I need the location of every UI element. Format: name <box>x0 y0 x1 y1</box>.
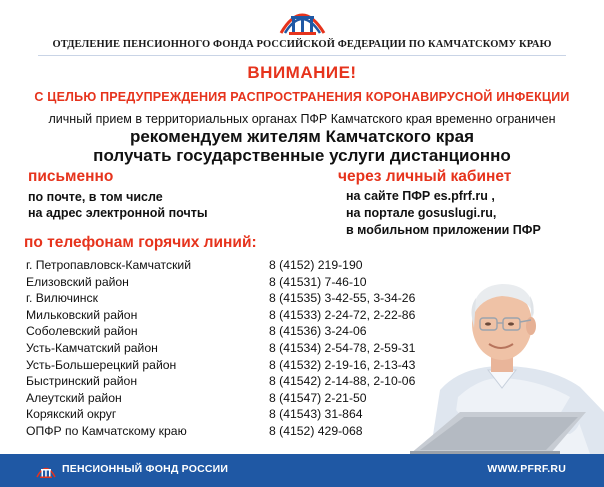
footer-bar <box>0 454 604 487</box>
phone-number: 8 (41534) 2-54-78, 2-59-31 <box>269 340 416 355</box>
written-heading: письменно <box>28 168 114 185</box>
hotline-row <box>26 324 446 341</box>
district-name: г. Петропавловск-Камчатский <box>26 258 192 272</box>
phone-number: 8 (41543) 31-864 <box>269 407 363 422</box>
recommend-line-2: получать государственные услуги дистанционно <box>93 146 511 165</box>
phone-number: 8 (4152) 429-068 <box>269 423 363 438</box>
written-line-2: на адрес электронной почты <box>28 206 208 220</box>
district-name: Елизовский район <box>26 274 129 289</box>
hotline-row <box>26 258 446 275</box>
hotline-row <box>26 275 446 292</box>
hotline-row <box>26 341 446 358</box>
footer-org-name: ПЕНСИОННЫЙ ФОНД РОССИИ <box>62 463 229 475</box>
phone-number: 8 (41542) 2-14-88, 2-10-06 <box>269 374 416 389</box>
district-name: Усть-Камчатский район <box>26 340 158 355</box>
purpose-text: С ЦЕЛЬЮ ПРЕДУПРЕЖДЕНИЯ РАСПРОСТРАНЕНИЯ КОРОНАВИРУСНОЙ ИНФЕКЦИИ <box>34 90 570 104</box>
phone-number: 8 (41531) 7-46-10 <box>269 274 367 289</box>
hotline-row <box>26 374 446 391</box>
hotline-row <box>26 391 446 408</box>
pfr-footer-logo-icon <box>36 462 56 479</box>
hotlines-heading: по телефонам горячих линий: <box>24 234 257 251</box>
cabinet-line-1: на сайте ПФР es.pfrf.ru , <box>346 189 495 203</box>
phone-number: 8 (41535) 3-42-55, 3-34-26 <box>269 291 416 306</box>
district-name: Корякский округ <box>26 407 117 422</box>
cabinet-line-3: в мобильном приложении ПФР <box>346 223 541 237</box>
hotline-row <box>26 407 446 424</box>
district-name: г. Вилючинск <box>26 291 98 306</box>
cabinet-heading: через личный кабинет <box>338 168 512 185</box>
pfr-logo-icon <box>279 3 326 37</box>
divider <box>38 55 566 56</box>
phone-number: 8 (41532) 2-19-16, 2-13-43 <box>269 357 416 372</box>
hotline-row <box>26 308 446 325</box>
cabinet-line-2: на портале gosuslugi.ru, <box>346 206 497 220</box>
district-name: Быстринский район <box>26 374 138 389</box>
district-name: ОПФР по Камчатскому краю <box>26 423 187 438</box>
district-name: Усть-Большерецкий район <box>26 357 177 372</box>
district-name: Алеутский район <box>26 390 122 405</box>
written-line-1: по почте, в том числе <box>28 190 163 204</box>
footer-website-link[interactable]: WWW.PFRF.RU <box>487 463 566 475</box>
hotline-list <box>26 258 446 441</box>
phone-number: 8 (4152) 219-190 <box>269 258 363 272</box>
district-name: Соболевский район <box>26 324 138 339</box>
hotline-row <box>26 358 446 375</box>
attention-heading: ВНИМАНИЕ! <box>247 63 357 82</box>
notice-text: личный прием в территориальных органах ПФР Камчатского края временно ограничен <box>48 112 556 126</box>
phone-number: 8 (41536) 3-24-06 <box>269 324 367 339</box>
district-name: Мильковский район <box>26 307 138 322</box>
recommend-line-1: рекомендуем жителям Камчатского края <box>129 127 475 146</box>
hotline-row <box>26 424 446 441</box>
phone-number: 8 (41547) 2-21-50 <box>269 390 367 405</box>
hotline-row <box>26 291 446 308</box>
phone-number: 8 (41533) 2-24-72, 2-22-86 <box>269 307 416 322</box>
org-title: ОТДЕЛЕНИЕ ПЕНСИОННОГО ФОНДА РОССИЙСКОЙ ФЕДЕРАЦИИ ПО КАМЧАТСКОМУ КРАЮ <box>52 39 552 50</box>
